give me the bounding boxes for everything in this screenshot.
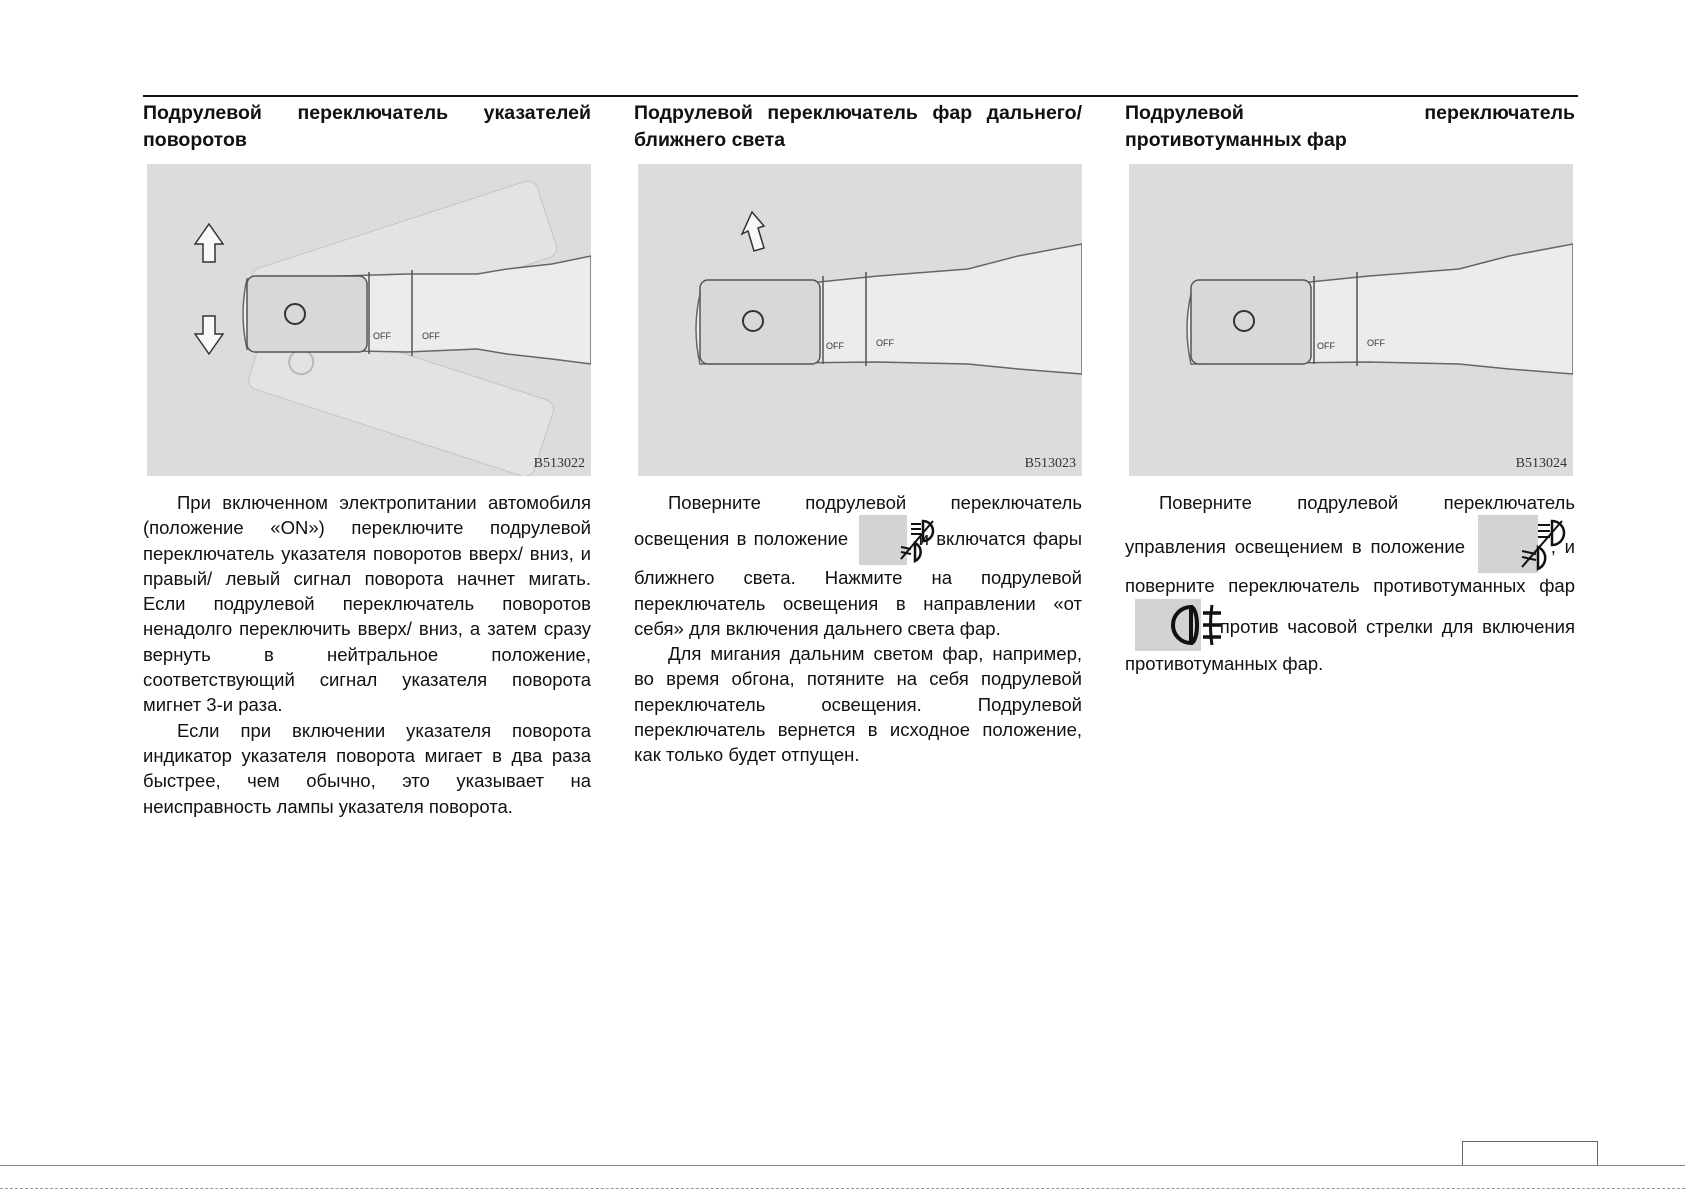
svg-text:OFF: OFF — [1367, 338, 1385, 348]
section-body — [143, 490, 591, 819]
fog-light-icon — [1135, 599, 1201, 651]
turn-signal-lever-icon — [147, 164, 591, 476]
fog-lever-icon — [1129, 164, 1573, 476]
figure-code: B513023 — [1024, 456, 1076, 471]
paragraph: При включенном электропитании автомобиля (положение «ON») переключите подрулевой переключатель указателя поворотов вверх/ вниз, и правый/ левый сигнал поворота начнет мигать. Если подрулевой переключатель поворотов ненадолго переключить вверх/ вниз, а затем сразу вернуть в нейтральное положение, соответствующий сигнал указателя поворота мигнет 3-и раза. — [143, 492, 591, 716]
section-turn-signals — [143, 100, 591, 819]
figure-code: B513022 — [533, 456, 585, 471]
arrow-up-icon — [195, 224, 223, 262]
svg-text:OFF: OFF — [373, 331, 391, 341]
section-fog-lights — [1125, 100, 1575, 676]
arrow-down-icon — [195, 316, 223, 354]
figure-code: B513024 — [1515, 456, 1567, 471]
svg-text:OFF: OFF — [826, 341, 844, 351]
footer-rule — [0, 1165, 1685, 1166]
beam-lever-icon — [638, 164, 1082, 476]
section-body — [1125, 490, 1575, 676]
headlight-beam-icon — [1478, 515, 1538, 573]
paragraph-text: и включатся фары ближнего света. Нажмите на подрулевой переключатель освещения в направлении «от себя» для включения дальнего света фар. — [634, 528, 1083, 639]
beam-lever-figure — [638, 164, 1082, 476]
paragraph — [1125, 490, 1575, 676]
svg-text:OFF: OFF — [1317, 341, 1335, 351]
svg-text:OFF: OFF — [422, 331, 440, 341]
fog-lever-figure — [1129, 164, 1573, 476]
section-heading: Подрулевой переключатель противотуманных фар — [1125, 102, 1575, 151]
section-body — [634, 490, 1082, 768]
paragraph-text: , и поверните переключатель противотуманных фар — [1125, 536, 1576, 597]
top-rule — [143, 95, 1578, 97]
paragraph: Для мигания дальним светом фар, например, во время обгона, потяните на себя подрулевой переключатель освещения. Подрулевой переключатель вернется в исходное положение, как только будет отпущен. — [634, 643, 1082, 766]
section-heading: Подрулевой переключатель указателей поворотов — [143, 102, 591, 151]
footer-dashed-rule — [0, 1188, 1685, 1189]
paragraph: Если при включении указателя поворота индикатор указателя поворота мигает в два раза быстрее, чем обычно, это указывает на неисправность лампы указателя поворота. — [143, 719, 591, 817]
paragraph — [634, 490, 1082, 641]
headlight-beam-icon — [859, 515, 907, 565]
section-high-low-beam — [634, 100, 1082, 768]
page-number-tab — [1462, 1141, 1598, 1166]
section-heading: Подрулевой переключатель фар дальнего/ ближнего света — [634, 102, 1082, 151]
svg-text:OFF: OFF — [876, 338, 894, 348]
turn-signal-lever-figure — [147, 164, 591, 476]
paragraph-text: Поверните подрулевой переключатель управления освещением в положение — [1125, 492, 1575, 558]
arrow-push-icon — [742, 212, 764, 251]
paragraph-text: Поверните подрулевой переключатель освещения в положение — [634, 492, 1082, 550]
paragraph-text: против часовой стрелки для включения противотуманных фар. — [1125, 615, 1575, 674]
